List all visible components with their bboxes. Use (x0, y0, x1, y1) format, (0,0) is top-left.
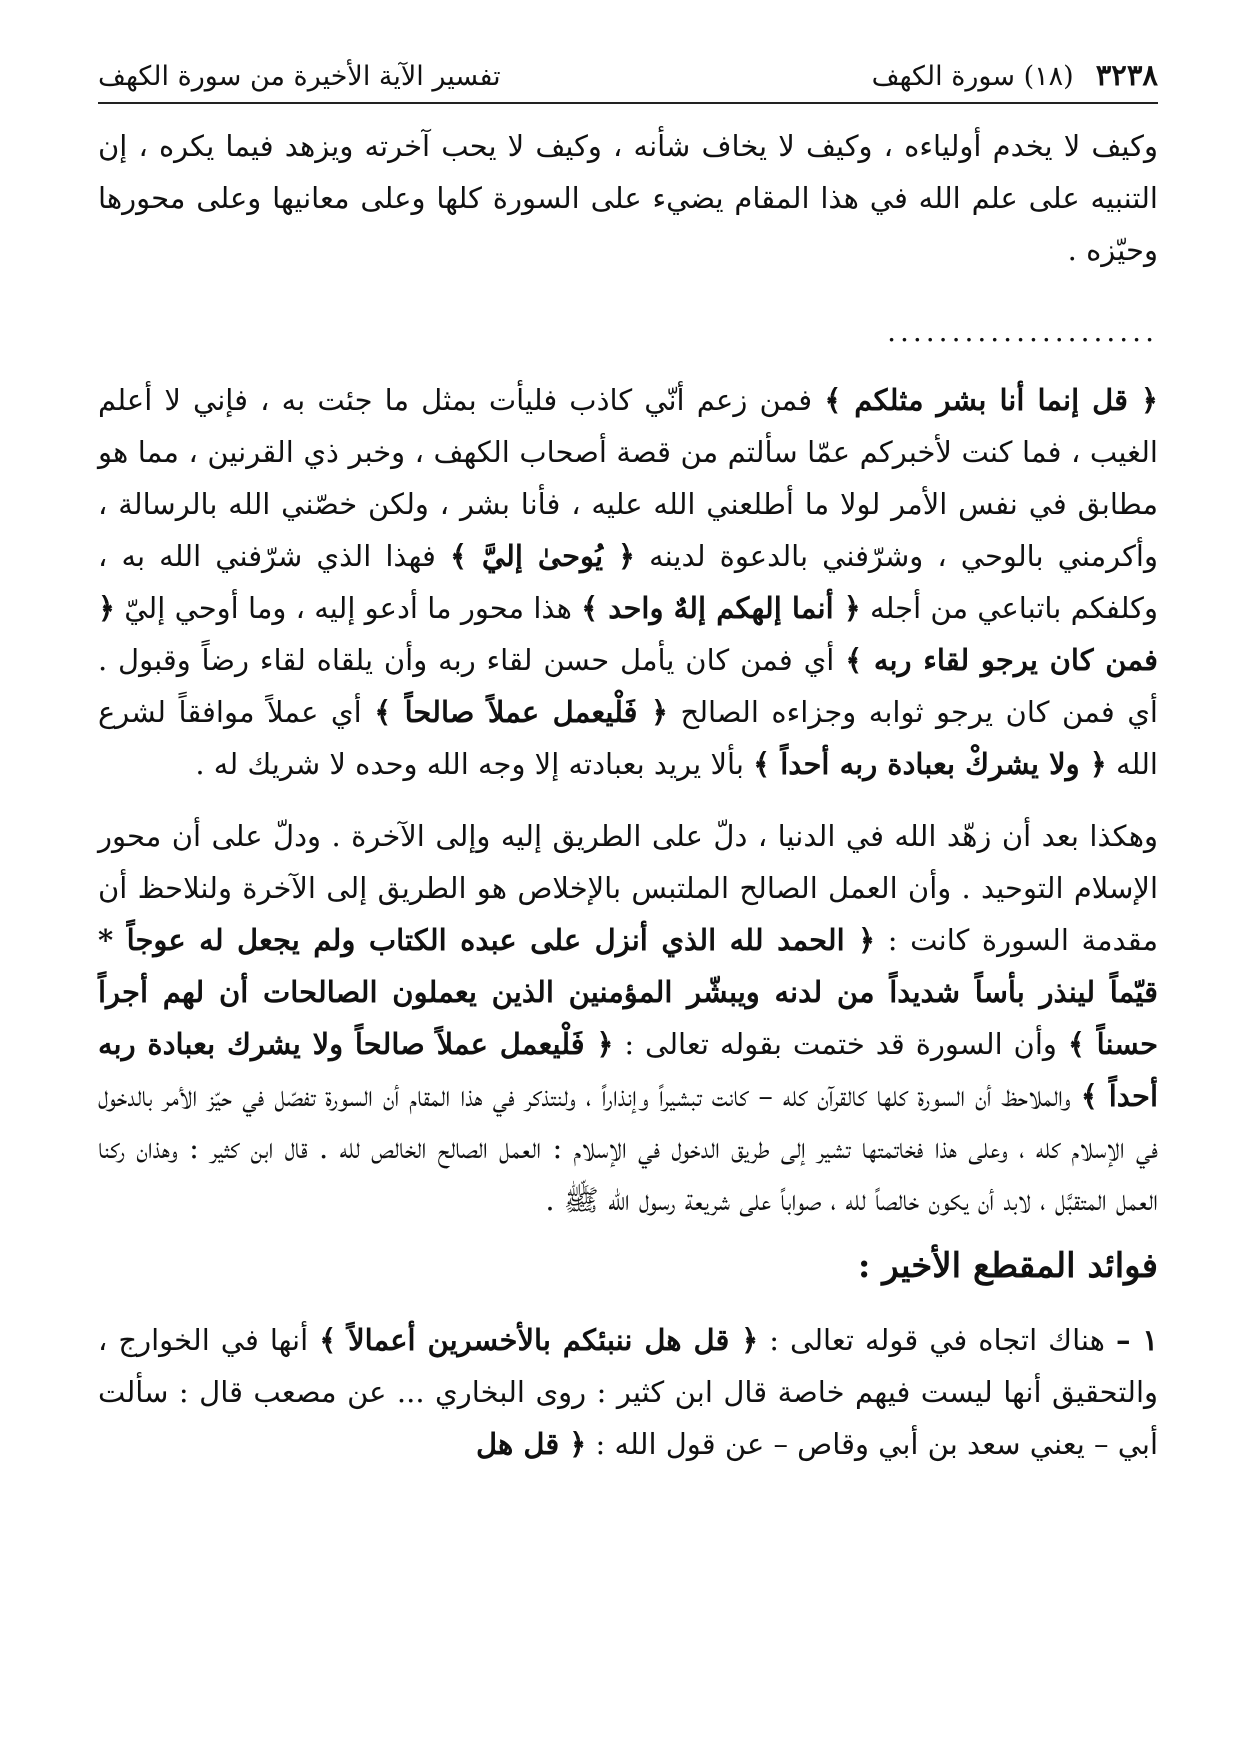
verse-quote: ﴿ ولا يشركْ بعبادة ربه أحداً ﴾ (753, 747, 1107, 781)
commentary-text: بألا يريد بعبادته إلا وجه الله وحده لا شريك له . (195, 747, 754, 781)
running-header (98, 58, 1158, 104)
item-number: ١ – (1115, 1323, 1158, 1357)
verse-quote: ﴿ الحمد لله الذي أنزل على عبده الكتاب ولم يجعل له عوجاً * قيّماً لينذر بأساً شديداً من لدنه ويبشّر المؤمنين الذين يعملون الصالحات أن لهم أجراً حسناً ﴾ (98, 923, 1158, 1061)
verse-quote: ﴿ فمن كان يرجو لقاء ربه ﴾ (98, 591, 1158, 677)
paragraph-4 (98, 1314, 1158, 1470)
page-number: ٣٢٣٨ (1095, 58, 1158, 92)
surah-label: (١٨) سورة الكهف (871, 61, 1074, 92)
verse-quote: ﴿ قل هل ننبئكم بالأخسرين أعمالاً ﴾ (319, 1323, 759, 1357)
section-header-title: تفسير الآية الأخيرة من سورة الكهف (98, 61, 501, 92)
paragraph-2 (98, 374, 1158, 790)
separator-dots: ..................... (887, 315, 1158, 348)
paragraph-1: وكيف لا يخدم أولياءه ، وكيف لا يخاف شأنه ، وكيف لا يحب آخرته ويزهد فيما يكره ، إن التنبيه على علم الله في هذا المقام يضيء على السورة كلها وعلى معانيها وعلى محورها وحيّزه . (98, 129, 1158, 267)
benefits-heading: فوائد المقطع الأخير : (857, 1246, 1158, 1286)
verse-quote: ﴿ قل إنما أنا بشر مثلكم ﴾ (824, 383, 1159, 417)
commentary-text: وأن السورة قد ختمت بقوله تعالى : (613, 1027, 1068, 1061)
verse-quote: ﴿ قل هل (476, 1427, 587, 1461)
page-body (98, 120, 1158, 1470)
verse-quote: ﴿ يُوحىٰ إليَّ ﴾ (449, 539, 636, 573)
commentary-text: وهكذا بعد أن زهّد الله في الدنيا ، دلّ على الطريق إليه وإلى الآخرة . ودلّ على أن محور الإسلام التوحيد . وأن العمل الصالح الملتبس بالإخلاص هو الطريق إلى الآخرة ولنلاحظ أن مقدمة السورة كانت : (98, 819, 1158, 957)
header-right-group (872, 58, 1158, 92)
commentary-text: فهذا الذي شرّفني الله به ، وكلفكم باتباعي من أجله (98, 539, 1158, 625)
verse-quote: ﴿ أنما إلهكم إلهٌ واحد ﴾ (581, 591, 861, 625)
commentary-text: أي عملاً موافقاً لشرع الله (98, 695, 1158, 781)
commentary-text: والملاحظ أن السورة كلها كالقرآن كله – كانت تبشيراً وإنذاراً ، ولنتذكر في هذا المقام أن السورة تفصّل في حيّز الأمر بالدخول في الإسلام كله ، وعلى هذا فخاتمتها تشير إلى طريق الدخول في الإسلام : العمل الصالح الخالص لله . قال ابن كثير : وهذان ركنا العمل المتقبَّل ، لابد أن يكون خالصاً لله ، صواباً على شريعة رسول الله ﷺ . (98, 1079, 1158, 1217)
paragraph-3 (98, 810, 1158, 1226)
verse-quote: ﴿ فَلْيعمل عملاً صالحاً ولا يشرك بعبادة ربه أحداً ﴾ (98, 1027, 1159, 1113)
commentary-text: أنها في الخوارج ، والتحقيق أنها ليست فيهم خاصة قال ابن كثير : روى البخاري ... عن مصعب قال : سألت أبي – يعني سعد بن أبي وقاص – عن قول الله : (98, 1323, 1158, 1461)
verse-quote: ﴿ فَلْيعمل عملاً صالحاً ﴾ (374, 695, 668, 729)
commentary-text: أي فمن كان يأمل حسن لقاء ربه وأن يلقاه لقاء رضاً وقبول . أي فمن كان يرجو ثوابه وجزاءه الصالح (98, 643, 1158, 729)
commentary-text: هناك اتجاه في قوله تعالى : (758, 1323, 1116, 1357)
commentary-text: فمن زعم أنّي كاذب فليأت بمثل ما جئت به ، فإني لا أعلم الغيب ، فما كنت لأخبركم عمّا سألتم من قصة أصحاب الكهف ، وخبر ذي القرنين ، مما هو مطابق في نفس الأمر لولا ما أطلعني الله عليه ، فأنا بشر ، ولكن خصّني الله بالرسالة ، وأكرمني بالوحي ، وشرّفني بالدعوة لدينه (98, 383, 1158, 573)
commentary-text: هذا محور ما أدعو إليه ، وما أوحي إليّ (115, 591, 582, 625)
